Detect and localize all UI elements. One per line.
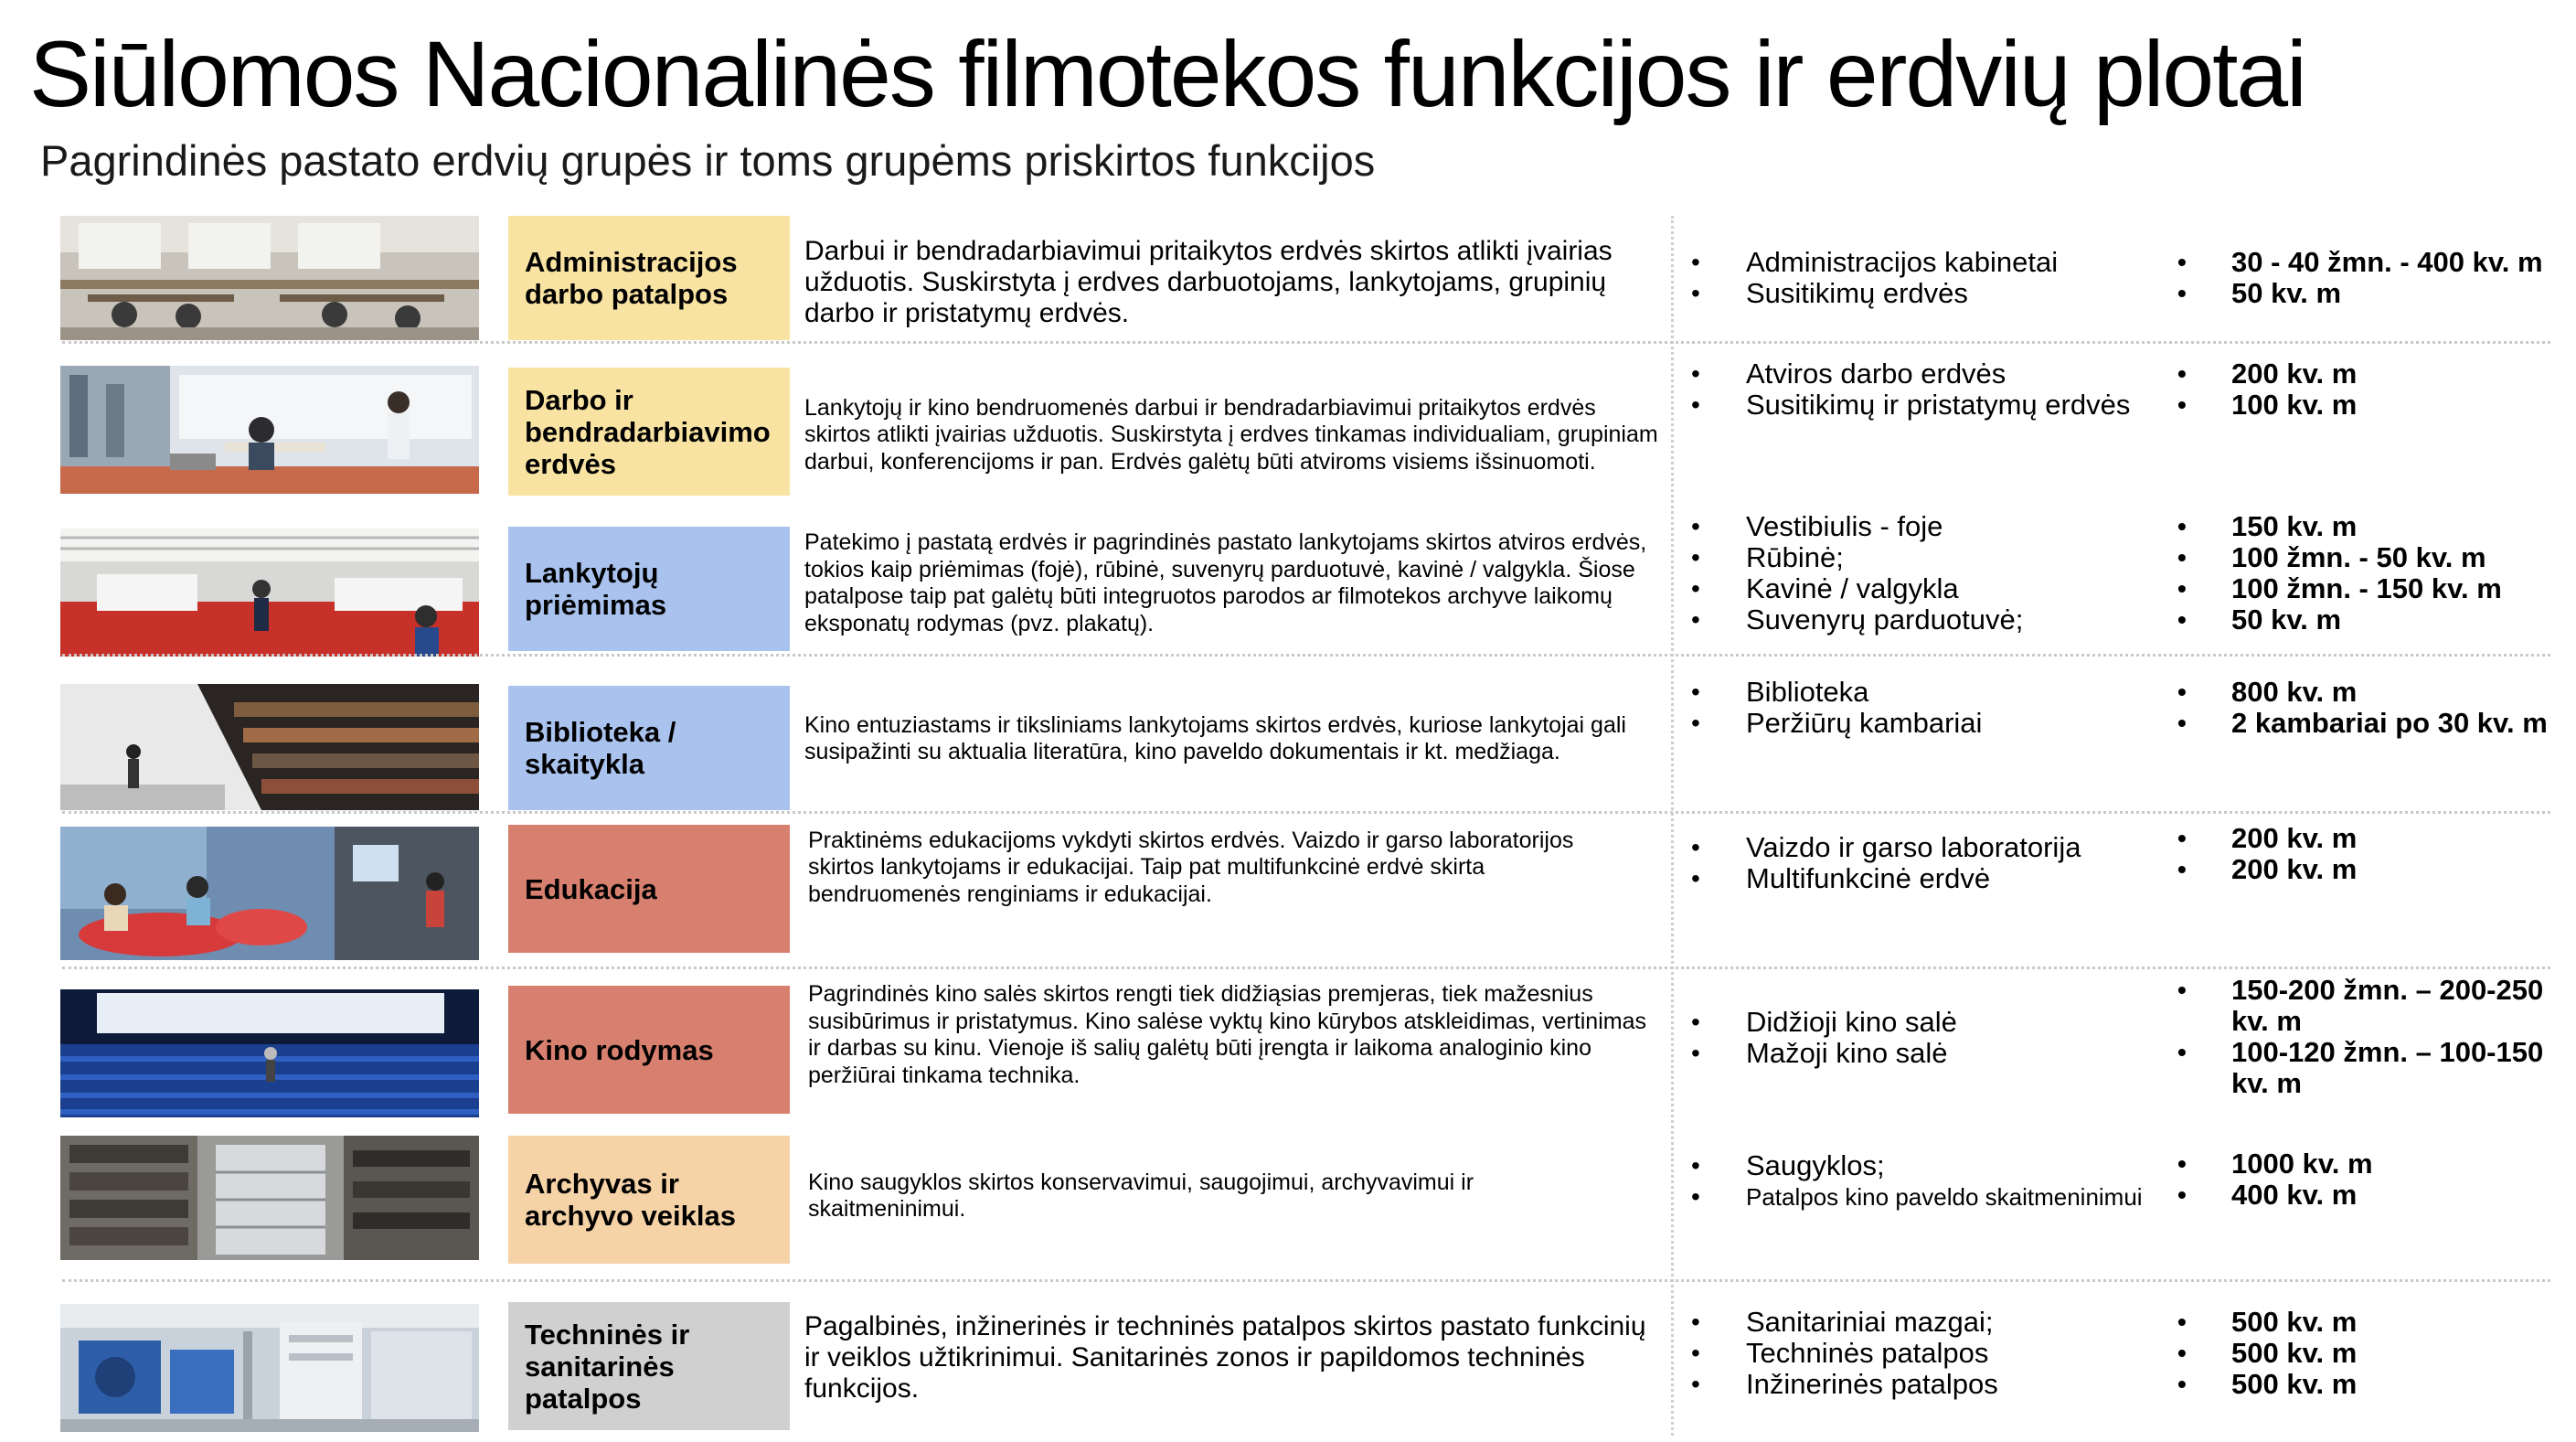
area-list bbox=[2174, 677, 2576, 739]
function-item: • Multifunkcinė erdvė bbox=[1691, 863, 2166, 894]
table-row bbox=[0, 212, 2576, 344]
function-item: • Vestibiulis - foje bbox=[1691, 511, 2166, 542]
category-label: Edukacija bbox=[508, 825, 790, 953]
function-item: • Techninės patalpos bbox=[1691, 1338, 2166, 1369]
function-item: • Rūbinė; bbox=[1691, 542, 2166, 573]
table-row bbox=[0, 657, 2576, 814]
area-item: • 200 kv. m bbox=[2174, 358, 2576, 390]
category-label: Biblioteka / skaitykla bbox=[508, 686, 790, 810]
category-description: Pagalbinės, inžinerinės ir techninės patalpos skirtos pastato funkcinių ir veiklos užtikrinimui. Sanitarinės zonos ir papildomos techninės funkcijos. bbox=[804, 1311, 1646, 1404]
page-subtitle: Pagrindinės pastato erdvių grupės ir toms grupėms priskirtos funkcijos bbox=[40, 136, 1376, 185]
function-item: • Mažoji kino salė bbox=[1691, 1038, 2166, 1069]
area-item: • 100-120 žmn. – 100-150 kv. m bbox=[2174, 1037, 2560, 1099]
function-item: • Vaizdo ir garso laboratorija bbox=[1691, 832, 2166, 863]
function-list bbox=[1691, 988, 2166, 1088]
area-item: • 1000 kv. m bbox=[2174, 1148, 2576, 1180]
table-row bbox=[0, 814, 2576, 969]
function-item: • Sanitariniai mazgai; bbox=[1691, 1307, 2166, 1338]
function-list bbox=[1691, 1306, 2166, 1401]
table-row bbox=[0, 1127, 2576, 1282]
area-list bbox=[2174, 975, 2576, 1099]
function-list bbox=[1691, 1150, 2166, 1212]
function-item: • Administracijos kabinetai bbox=[1691, 247, 2166, 278]
area-item: • 500 kv. m bbox=[2174, 1369, 2576, 1400]
page-title: Siūlomos Nacionalinės filmotekos funkcijos ir erdvių plotai bbox=[29, 22, 2305, 126]
area-item: • 500 kv. m bbox=[2174, 1338, 2576, 1369]
area-item: • 100 kv. m bbox=[2174, 390, 2576, 421]
table-row bbox=[0, 344, 2576, 501]
technical-machinery-photo bbox=[60, 1304, 479, 1432]
area-list bbox=[2174, 358, 2576, 421]
function-item: • Didžioji kino salė bbox=[1691, 1007, 2166, 1038]
area-list bbox=[2174, 216, 2576, 340]
function-item: • Suvenyrų parduotuvė; bbox=[1691, 604, 2166, 636]
function-item: • Biblioteka bbox=[1691, 677, 2166, 708]
function-list bbox=[1691, 216, 2166, 340]
table-row bbox=[0, 501, 2576, 657]
category-label: Techninės ir sanitarinės patalpos bbox=[508, 1302, 790, 1430]
function-item: • Inžinerinės patalpos bbox=[1691, 1369, 2166, 1400]
function-item: • Susitikimų erdvės bbox=[1691, 278, 2166, 309]
category-description: Praktinėms edukacijoms vykdyti skirtos erdvės. Vaizdo ir garso laboratorijos skirtos lankytojams ir edukacijai. Taip pat multifunkcinė erdvė skirta bendruomenės renginiams ir edukacijai. bbox=[808, 827, 1574, 907]
category-description: Pagrindinės kino salės skirtos rengti tiek didžiąsias premjeras, tiek mažesnius susibūrimus ir pristatymus. Kino salėse vyktų kino kūrybos atskleidimas, vertinimas ir darbas su kinu. Vienoje iš salių galėtų būti įrengta ir laikoma analoginio kino peržiūrai tinkama technika. bbox=[808, 981, 1646, 1088]
function-item: • Susitikimų ir pristatymų erdvės bbox=[1691, 390, 2166, 421]
function-list bbox=[1691, 358, 2166, 421]
library-shelves-photo bbox=[60, 684, 479, 810]
area-list bbox=[2174, 1306, 2576, 1401]
area-item: • 50 kv. m bbox=[2174, 278, 2576, 309]
area-item: • 150 kv. m bbox=[2174, 511, 2576, 542]
category-description: Kino saugyklos skirtos konservavimui, saugojimui, archyvavimui ir skaitmeninimui. bbox=[808, 1169, 1474, 1222]
category-label: Administracijos darbo patalpos bbox=[508, 216, 790, 340]
function-item: • Atviros darbo erdvės bbox=[1691, 358, 2166, 390]
function-item: • Kavinė / valgykla bbox=[1691, 573, 2166, 604]
area-item: • 100 žmn. - 150 kv. m bbox=[2174, 573, 2576, 604]
category-label: Archyvas ir archyvo veiklas bbox=[508, 1136, 790, 1264]
table-row bbox=[0, 969, 2576, 1127]
film-archive-storage-photo bbox=[60, 1136, 479, 1260]
area-list bbox=[2174, 1148, 2576, 1211]
area-item: • 2 kambariai po 30 kv. m bbox=[2174, 708, 2576, 739]
category-label: Kino rodymas bbox=[508, 986, 790, 1114]
area-item: • 200 kv. m bbox=[2174, 854, 2576, 885]
area-item: • 500 kv. m bbox=[2174, 1307, 2576, 1338]
education-lounge-photo bbox=[60, 827, 479, 960]
area-item: • 800 kv. m bbox=[2174, 677, 2576, 708]
function-item: • Peržiūrų kambariai bbox=[1691, 708, 2166, 739]
coworking-space-photo bbox=[60, 366, 479, 494]
category-description: Kino entuziastams ir tiksliniams lankytojams skirtos erdvės, kuriose lankytojai gali susipažinti su aktualia literatūra, kino paveldo dokumentais ir kt. medžiaga. bbox=[804, 711, 1626, 764]
category-description: Patekimo į pastatą erdvės ir pagrindinės pastato lankytojams skirtos atviros erdvės, tokios kaip priėmimas (fojė), rūbinė, suvenyrų parduotuvė, kavinė / valgykla. Šiose patalpose taip pat galėtų būti integruotos parodos ar filmotekos archyve laikomų eksponatų rodymas (pvz. plakatų). bbox=[804, 529, 1647, 636]
area-item: • 50 kv. m bbox=[2174, 604, 2576, 636]
area-item: • 100 žmn. - 50 kv. m bbox=[2174, 542, 2576, 573]
office-workspace-photo bbox=[60, 216, 479, 340]
function-item: • Saugyklos; bbox=[1691, 1150, 2166, 1181]
table-row bbox=[0, 1282, 2576, 1439]
category-label: Darbo ir bendradarbiavimo erdvės bbox=[508, 368, 790, 496]
area-list bbox=[2174, 505, 2576, 642]
area-item: • 30 - 40 žmn. - 400 kv. m bbox=[2174, 247, 2576, 278]
area-list bbox=[2174, 823, 2576, 885]
category-description: Lankytojų ir kino bendruomenės darbui ir bendradarbiavimui pritaikytos erdvės skirtos atlikti įvairias užduotis. Suskirstyta į erdves tinkamas individualiam, grupiniam darbui, konferencijoms ir pan. Erdvės galėtų būti atviroms visiems išsinuomoti. bbox=[804, 394, 1658, 475]
area-item: • 400 kv. m bbox=[2174, 1180, 2576, 1211]
cinema-hall-photo bbox=[60, 989, 479, 1117]
function-list bbox=[1691, 832, 2166, 894]
area-item: • 150-200 žmn. – 200-250 kv. m bbox=[2174, 975, 2560, 1037]
function-item: • Patalpos kino paveldo skaitmeninimui bbox=[1691, 1181, 2166, 1212]
category-description: Darbui ir bendradarbiavimui pritaikytos erdvės skirtos atlikti įvairias užduotis. Suskirstyta į erdves darbuotojams, lankytojams, grupinių darbo ir pristatymų erdvės. bbox=[804, 236, 1613, 328]
function-list bbox=[1691, 505, 2166, 642]
function-list bbox=[1691, 677, 2166, 739]
visitor-foyer-photo bbox=[60, 529, 479, 657]
category-label: Lankytojų priėmimas bbox=[508, 527, 790, 651]
area-item: • 200 kv. m bbox=[2174, 823, 2576, 854]
